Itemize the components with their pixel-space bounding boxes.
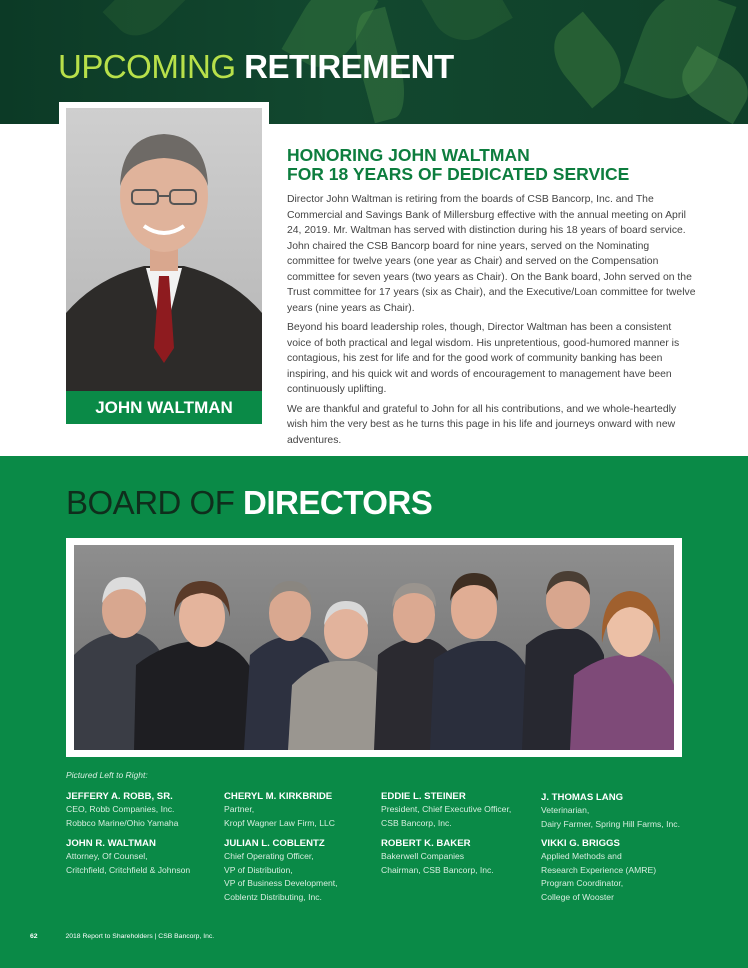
member-entry	[381, 837, 551, 877]
member-role: Attorney, Of Counsel,	[66, 851, 148, 861]
honor-heading	[287, 146, 629, 184]
title-bold: DIRECTORS	[243, 484, 433, 521]
group-silhouettes-icon	[74, 545, 674, 750]
member-role: Chief Operating Officer,	[224, 851, 314, 861]
member-role: Applied Methods and	[541, 851, 622, 861]
pictured-label: Pictured Left to Right:	[66, 770, 148, 780]
member-role: College of Wooster	[541, 891, 614, 902]
member-name: J. THOMAS LANG	[541, 792, 624, 803]
honor-heading-line1: HONORING JOHN WALTMAN	[287, 145, 530, 165]
member-role: Partner,	[224, 804, 255, 814]
member-role: Program Coordinator,	[541, 878, 624, 888]
title-light: UPCOMING	[58, 48, 236, 85]
title-bold: RETIREMENT	[244, 48, 454, 85]
member-entry	[541, 791, 711, 831]
portrait-caption: JOHN WALTMAN	[66, 391, 262, 424]
member-name: JULIAN L. COBLENTZ	[224, 838, 325, 849]
section-title-board	[66, 484, 432, 522]
member-role: Dairy Farmer, Spring Hill Farms, Inc.	[541, 818, 680, 829]
honor-body	[287, 192, 697, 452]
john-waltman-portrait	[66, 108, 262, 391]
title-light: BOARD OF	[66, 484, 235, 521]
member-name: CHERYL M. KIRKBRIDE	[224, 791, 333, 802]
member-role: Chairman, CSB Bancorp, Inc.	[381, 864, 494, 875]
page-footer	[30, 933, 214, 940]
leaf-decoration	[417, 0, 513, 53]
leaf-decoration	[541, 12, 635, 109]
member-role: Kropf Wagner Law Firm, LLC	[224, 817, 335, 828]
member-role: CSB Bancorp, Inc.	[381, 817, 452, 828]
section-title-retirement	[58, 48, 454, 86]
person-silhouette-icon	[66, 108, 262, 391]
member-name: ROBERT K. BAKER	[381, 838, 471, 849]
member-entry	[66, 837, 236, 877]
member-role: Bakerwell Companies	[381, 851, 465, 861]
member-role: VP of Distribution,	[224, 864, 293, 875]
paragraph: Director John Waltman is retiring from the boards of CSB Bancorp, Inc. and The Commercial and Savings Bank of Millersburg effective with the annual meeting on April 24, 2019. Mr. Waltman has served with distinction during his 18 years of board service. John chaired the CSB Bancorp board for nine years, served on the Nominating committee for twelve years (one year as Chair) and served on the Compensation committee for seven years (two years as Chair). On the Bank board, John served on the Trust committee for 17 years (six as Chair), and the Executive/Loan committee for twelve years (nine years as Chair).	[287, 194, 696, 314]
member-name: VIKKI G. BRIGGS	[541, 838, 620, 849]
paragraph: We are thankful and grateful to John for all his contributions, and we whole-heartedly wish him the very best as he turns this page in his life and journeys onward with new adventures.	[287, 403, 677, 446]
board-group-photo	[74, 545, 674, 750]
paragraph: Beyond his board leadership roles, though, Director Waltman has been a consistent voice of both practical and legal wisdom. His unpretentious, good-humored manner is contagious, his zest for life and for the good work of community banking has been inspiring, and his quick wit and words of encouragement to management have been continuously uplifting.	[287, 322, 680, 395]
member-name: EDDIE L. STEINER	[381, 791, 466, 802]
honor-heading-line2: FOR 18 YEARS OF DEDICATED SERVICE	[287, 164, 630, 184]
member-entry	[541, 837, 711, 904]
page-number: 62	[30, 933, 38, 940]
member-name: JEFFERY A. ROBB, SR.	[66, 791, 173, 802]
member-role: President, Chief Executive Officer,	[381, 804, 512, 814]
member-role: Coblentz Distributing, Inc.	[224, 891, 322, 902]
member-entry	[381, 790, 551, 830]
member-role: Robbco Marine/Ohio Yamaha	[66, 817, 179, 828]
member-entry	[224, 790, 394, 830]
member-role: VP of Business Development,	[224, 878, 338, 888]
member-role: Critchfield, Critchfield & Johnson	[66, 864, 191, 875]
leaf-decoration	[103, 0, 188, 47]
footer-text: 2018 Report to Shareholders | CSB Bancorp, Inc.	[65, 933, 215, 940]
member-role: Veterinarian,	[541, 805, 590, 815]
member-role: Research Experience (AMRE)	[541, 864, 657, 875]
member-role: CEO, Robb Companies, Inc.	[66, 804, 175, 814]
member-name: JOHN R. WALTMAN	[66, 838, 156, 849]
member-entry	[66, 790, 236, 830]
member-entry	[224, 837, 394, 904]
